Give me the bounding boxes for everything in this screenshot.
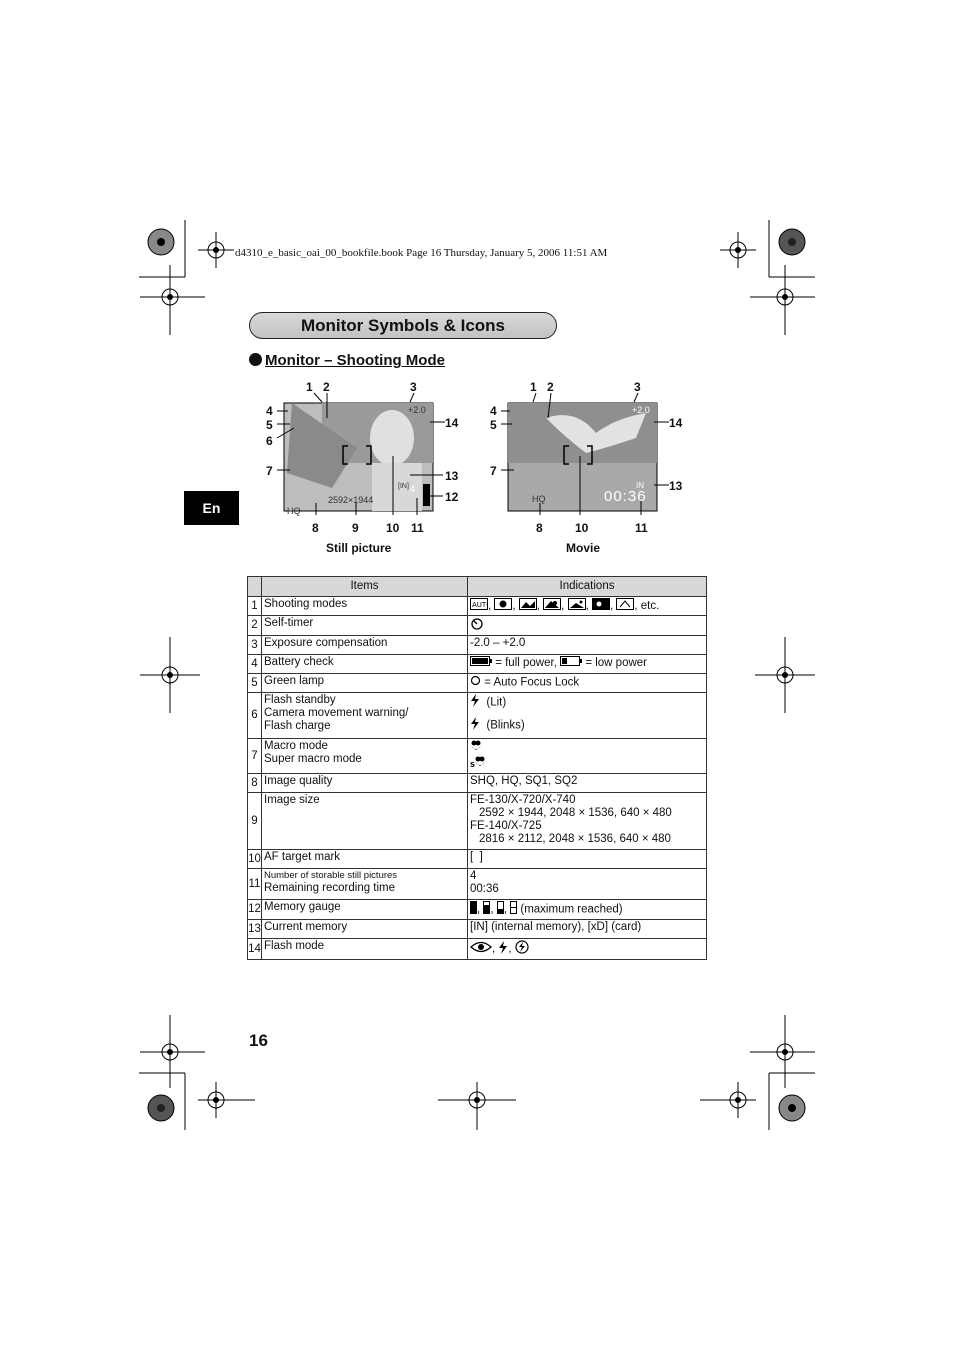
row-number: 13 bbox=[248, 920, 262, 939]
callout-2: 2 bbox=[323, 380, 330, 394]
row-item: AF target mark bbox=[262, 850, 468, 869]
table-row bbox=[248, 900, 707, 920]
movie-caption: Movie bbox=[566, 541, 601, 555]
green-lamp-icon bbox=[470, 675, 481, 690]
callout-3: 3 bbox=[410, 380, 417, 394]
row-item: Green lamp bbox=[262, 674, 468, 693]
page-title-banner bbox=[249, 312, 557, 339]
table-header-row bbox=[248, 577, 707, 597]
row-number: 10 bbox=[248, 850, 262, 869]
row-number: 6 bbox=[248, 693, 262, 739]
row-number: 12 bbox=[248, 900, 262, 920]
row-item bbox=[262, 739, 468, 774]
table-row bbox=[248, 739, 707, 774]
item-line: Flash standby bbox=[264, 694, 336, 706]
row-indication bbox=[468, 869, 707, 900]
row-indication bbox=[468, 739, 707, 774]
svg-text:S: S bbox=[470, 761, 476, 768]
red-eye-reduction-icon bbox=[470, 941, 492, 957]
row-indication bbox=[468, 674, 707, 693]
sport-mode-icon bbox=[616, 598, 634, 614]
table-row bbox=[248, 774, 707, 793]
callout-3: 3 bbox=[634, 380, 641, 394]
item-line: Flash charge bbox=[264, 720, 331, 732]
movie-time-text: 00:36 bbox=[604, 488, 647, 505]
row-indication: [ ] bbox=[468, 850, 707, 869]
symbols-table bbox=[247, 576, 707, 960]
flash-icon bbox=[470, 694, 480, 711]
row-number: 2 bbox=[248, 616, 262, 636]
battery-low-icon bbox=[560, 656, 582, 670]
row-number: 7 bbox=[248, 739, 262, 774]
callout-1: 1 bbox=[306, 380, 313, 394]
callout-14: 14 bbox=[445, 416, 459, 430]
night-portrait-icon bbox=[592, 598, 610, 614]
page-number: 16 bbox=[249, 1031, 268, 1050]
auto-mode-icon bbox=[470, 598, 488, 614]
movie-ev-text: +2.0 bbox=[632, 405, 650, 415]
callout-8: 8 bbox=[536, 521, 543, 535]
callout-11: 11 bbox=[411, 521, 424, 535]
still-ev-text: +2.0 bbox=[408, 405, 426, 415]
row-indication bbox=[468, 655, 707, 674]
row-number: 1 bbox=[248, 597, 262, 616]
still-caption: Still picture bbox=[326, 541, 392, 555]
table-row bbox=[248, 616, 707, 636]
svg-text:AUTO: AUT bbox=[472, 601, 487, 609]
flash-icon bbox=[498, 941, 508, 958]
table-row bbox=[248, 850, 707, 869]
row-number: 9 bbox=[248, 793, 262, 850]
row-item: Memory gauge bbox=[262, 900, 468, 920]
callout-9: 9 bbox=[352, 521, 359, 535]
callout-13: 13 bbox=[445, 469, 459, 483]
movie-quality-text: HQ bbox=[532, 494, 546, 504]
item-line: Number of storable still pictures bbox=[264, 870, 398, 881]
callout-12: 12 bbox=[445, 490, 459, 504]
row-number: 4 bbox=[248, 655, 262, 674]
row-item: Image size bbox=[262, 793, 468, 850]
item-line: Camera movement warning/ bbox=[264, 707, 409, 719]
callout-5: 5 bbox=[266, 418, 273, 432]
item-line: Super macro mode bbox=[264, 753, 362, 765]
flash-off-icon bbox=[515, 940, 529, 958]
blinks-text: (Blinks) bbox=[486, 719, 525, 732]
callout-4: 4 bbox=[490, 404, 497, 418]
full-power-text: = full power, bbox=[495, 657, 557, 670]
row-number: 5 bbox=[248, 674, 262, 693]
table-row bbox=[248, 869, 707, 900]
row-item: Shooting modes bbox=[262, 597, 468, 616]
callout-14: 14 bbox=[669, 416, 683, 430]
still-quality-text: HQ bbox=[287, 506, 301, 516]
print-header: d4310_e_basic_oai_00_bookfile.book Page 16 Thursday, January 5, 2006 11:51 AM bbox=[235, 247, 608, 259]
table-row bbox=[248, 693, 707, 739]
callout-13: 13 bbox=[669, 479, 683, 493]
table-row bbox=[248, 793, 707, 850]
callout-7: 7 bbox=[490, 464, 497, 478]
etc-text: , etc. bbox=[634, 600, 660, 613]
row-item bbox=[262, 869, 468, 900]
callout-10: 10 bbox=[575, 521, 589, 535]
time-value: 00:36 bbox=[470, 883, 499, 895]
battery-full-icon bbox=[470, 656, 492, 670]
row-indication: AUT , , , , , , , etc. bbox=[468, 597, 707, 616]
self-timer-icon bbox=[470, 617, 484, 634]
row-item: Exposure compensation bbox=[262, 636, 468, 655]
row-indication bbox=[468, 693, 707, 739]
landscape-portrait-icon bbox=[543, 598, 561, 614]
low-power-text: = low power bbox=[585, 657, 647, 670]
lit-text: (Lit) bbox=[486, 696, 507, 709]
count-value: 4 bbox=[470, 870, 477, 882]
callout-10: 10 bbox=[386, 521, 400, 535]
movie-figure bbox=[486, 378, 686, 538]
row-indication: , , bbox=[468, 939, 707, 960]
memory-gauge-low-icon bbox=[497, 901, 504, 918]
row-indication bbox=[468, 616, 707, 636]
callout-6: 6 bbox=[266, 434, 273, 448]
table-row bbox=[248, 920, 707, 939]
header-num bbox=[248, 577, 262, 597]
memory-gauge-empty-icon bbox=[510, 901, 517, 918]
header-indications: Indications bbox=[468, 577, 707, 597]
macro-icon bbox=[470, 740, 482, 756]
section-title: Monitor – Shooting Mode bbox=[265, 352, 445, 369]
row-indication: [IN] (internal memory), [xD] (card) bbox=[468, 920, 707, 939]
row-item: Battery check bbox=[262, 655, 468, 674]
section-heading bbox=[249, 352, 445, 369]
table-row bbox=[248, 674, 707, 693]
item-line: Macro mode bbox=[264, 740, 328, 752]
row-indication bbox=[468, 793, 707, 850]
row-number: 14 bbox=[248, 939, 262, 960]
row-indication: -2.0 – +2.0 bbox=[468, 636, 707, 655]
row-item: Current memory bbox=[262, 920, 468, 939]
table-row bbox=[248, 939, 707, 960]
row-item bbox=[262, 693, 468, 739]
row-number: 11 bbox=[248, 869, 262, 900]
portrait-mode-icon bbox=[494, 598, 512, 614]
item-line: Remaining recording time bbox=[264, 882, 396, 894]
memory-gauge-full-icon bbox=[470, 901, 477, 918]
row-number: 8 bbox=[248, 774, 262, 793]
row-item: Image quality bbox=[262, 774, 468, 793]
row-indication: SHQ, HQ, SQ1, SQ2 bbox=[468, 774, 707, 793]
callout-5: 5 bbox=[490, 418, 497, 432]
model-line: FE-130/X-720/X-740 bbox=[470, 794, 576, 806]
row-indication: , , , (maximum reached) bbox=[468, 900, 707, 920]
size-line: 2592 × 1944, 2048 × 1536, 640 × 480 bbox=[479, 807, 672, 819]
movie-mem-text: IN bbox=[636, 481, 644, 490]
callout-7: 7 bbox=[266, 464, 273, 478]
page-title: Monitor Symbols & Icons bbox=[300, 316, 506, 335]
still-size-text: 2592×1944 bbox=[328, 495, 374, 505]
language-tab: En bbox=[184, 491, 239, 525]
memory-gauge-mid-icon bbox=[483, 901, 490, 918]
landscape-mode-icon bbox=[519, 598, 537, 614]
super-macro-icon bbox=[470, 756, 486, 772]
row-item: Flash mode bbox=[262, 939, 468, 960]
af-lock-text: = Auto Focus Lock bbox=[484, 676, 580, 689]
size-line: 2816 × 2112, 2048 × 1536, 640 × 480 bbox=[479, 833, 671, 845]
table-row bbox=[248, 636, 707, 655]
header-items: Items bbox=[262, 577, 468, 597]
movie-screen-illustration bbox=[486, 378, 686, 538]
callout-2: 2 bbox=[547, 380, 554, 394]
table-row bbox=[248, 655, 707, 674]
max-reached-text: (maximum reached) bbox=[520, 903, 623, 916]
flash-icon bbox=[470, 717, 480, 734]
callout-1: 1 bbox=[530, 380, 537, 394]
table-row bbox=[248, 597, 707, 616]
still-mem-text: [IN] bbox=[398, 483, 409, 490]
callout-8: 8 bbox=[312, 521, 319, 535]
row-item: Self-timer bbox=[262, 616, 468, 636]
model-line: FE-140/X-725 bbox=[470, 820, 542, 832]
night-scene-icon bbox=[568, 598, 586, 614]
bullet-icon bbox=[249, 353, 262, 366]
callout-4: 4 bbox=[266, 404, 273, 418]
callout-11: 11 bbox=[635, 521, 648, 535]
still-picture-figure bbox=[262, 378, 462, 538]
still-count-text: 4 bbox=[410, 484, 416, 494]
row-number: 3 bbox=[248, 636, 262, 655]
